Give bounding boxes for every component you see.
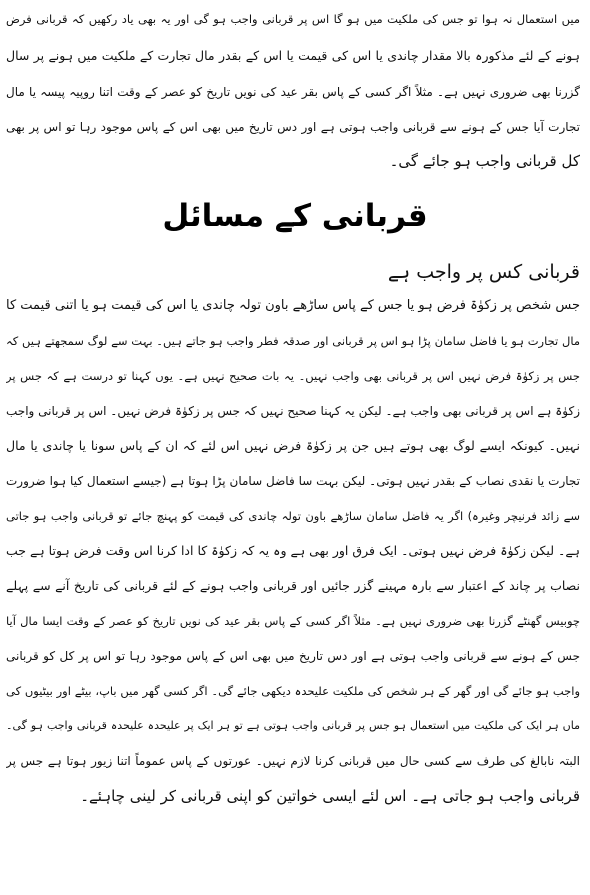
paragraph-2-line: قربانی واجب ہو جاتی ہے۔ اس لئے ایسی خواتین کو اپنی قربانی کر لینی چاہئے۔	[80, 787, 580, 805]
paragraph-2-line: جس کے ہونے سے قربانی واجب ہوتی ہے اور دس تاریخ میں بھی اس کے پاس موجود رہا تو اس پر کل کو قربانی	[6, 649, 580, 663]
subsection-title: قربانی کس پر واجب ہے	[387, 261, 580, 283]
paragraph-2-line: چوبیس گھنٹے گزرنا بھی ضروری نہیں ہے۔ مثلاً اگر کسی کے پاس بقر عید کی نویں تاریخ کو عصر کے وقت ایسا مال آیا	[6, 614, 580, 628]
paragraph-2-line: البتہ نابالغ کی طرف سے کسی حال میں قربانی کرنا لازم نہیں۔ عورتوں کے پاس عموماً اتنا زیور ہوتا ہے جس پر	[6, 754, 580, 768]
section-title: قربانی کے مسائل	[162, 198, 428, 234]
paragraph-2-line: نہیں۔ کیونکہ ایسے لوگ بھی ہوتے ہیں جن پر زکوٰۃ فرض نہیں اس لئے کہ ان کے پاس سونا یا چاندی یا مال	[6, 438, 580, 453]
paragraph-2-line: تجارت یا نقدی نصاب کے بقدر نہیں ہوتی۔ لیکن بہت سا فاضل سامان پڑا ہوتا ہے (جیسے استعمال کیا ہوا ضرورت	[6, 474, 580, 488]
paragraph-2-line: جس شخص پر زکوٰۃ فرض ہو یا جس کے پاس ساڑھے باون تولہ چاندی یا اس کی قیمت ہو یا اتنی قیمت کا	[6, 298, 580, 313]
paragraph-2-line: سے زائد فرنیچر وغیرہ) اگر یہ فاضل سامان ساڑھے باون تولہ چاندی کی قیمت کو پہنچ جائے تو قربانی واجب ہو جاتی	[6, 509, 580, 523]
paragraph-2-line: جس پر زکوٰۃ فرض نہیں اس پر قربانی بھی واجب نہیں۔ یہ بات صحیح نہیں ہے۔ یوں کہنا تو درست ہے کہ جس پر	[6, 369, 580, 383]
paragraph-1-line: کل قربانی واجب ہو جائے گی۔	[389, 152, 580, 170]
paragraph-2-line: مال تجارت ہو یا فاضل سامان پڑا ہو اس پر قربانی اور صدقہ فطر واجب ہو جاتے ہیں۔ بہت سے لوگ سمجھتے ہیں کہ	[6, 334, 580, 348]
paragraph-2-line: نصاب پر چاند کے اعتبار سے بارہ مہینے گزر جائیں اور قربانی واجب ہونے کے لئے قربانی کی تاریخ آنے سے پہلے	[6, 578, 580, 593]
paragraph-2-line: واجب ہو جائے گی اور گھر کے ہر شخص کی ملکیت علیحدہ دیکھی جائے گی۔ اگر کسی گھر میں باپ، بیٹے اور بیٹیوں کی	[6, 684, 580, 698]
paragraph-1-line: تجارت آیا جس کے ہونے سے قربانی واجب ہوتی ہے اور دس تاریخ میں بھی اس کے پاس موجود رہا تو اس پر بھی	[6, 120, 580, 134]
paragraph-1-line: میں استعمال نہ ہوا تو جس کی ملکیت میں ہو گا اس پر قربانی واجب ہو گی اور یہ بھی یاد رکھیں کہ قربانی فرض	[6, 12, 580, 26]
paragraph-2-line: ہے۔ لیکن زکوٰۃ فرض نہیں ہوتی۔ ایک فرق اور بھی ہے وہ یہ کہ زکوٰۃ کا ادا کرنا اس وقت فرض ہوتا ہے جب	[6, 543, 580, 558]
paragraph-1-line: ہونے کے لئے مذکورہ بالا مقدار چاندی یا اس کی قیمت یا اس کے بقدر مال تجارت کے ملکیت میں ہونے پر سال	[6, 48, 580, 63]
paragraph-2-line: زکوٰۃ ہے اس پر قربانی بھی واجب ہے۔ لیکن یہ کہنا صحیح نہیں کہ جس پر زکوٰۃ فرض نہیں۔ اس پر قربانی واجب	[6, 404, 580, 418]
paragraph-2-line: ماں ہر ایک کی ملکیت میں استعمال ہو جس پر قربانی واجب ہوتی ہے تو ہر ایک پر علیحدہ علیحدہ قربانی واجب ہو گی۔	[6, 719, 580, 732]
paragraph-1-line: گزرنا بھی ضروری نہیں ہے۔ مثلاً اگر کسی کے پاس بقر عید کی نویں تاریخ کو عصر کے وقت اتنا روپیہ پیسہ یا مال	[6, 85, 580, 99]
